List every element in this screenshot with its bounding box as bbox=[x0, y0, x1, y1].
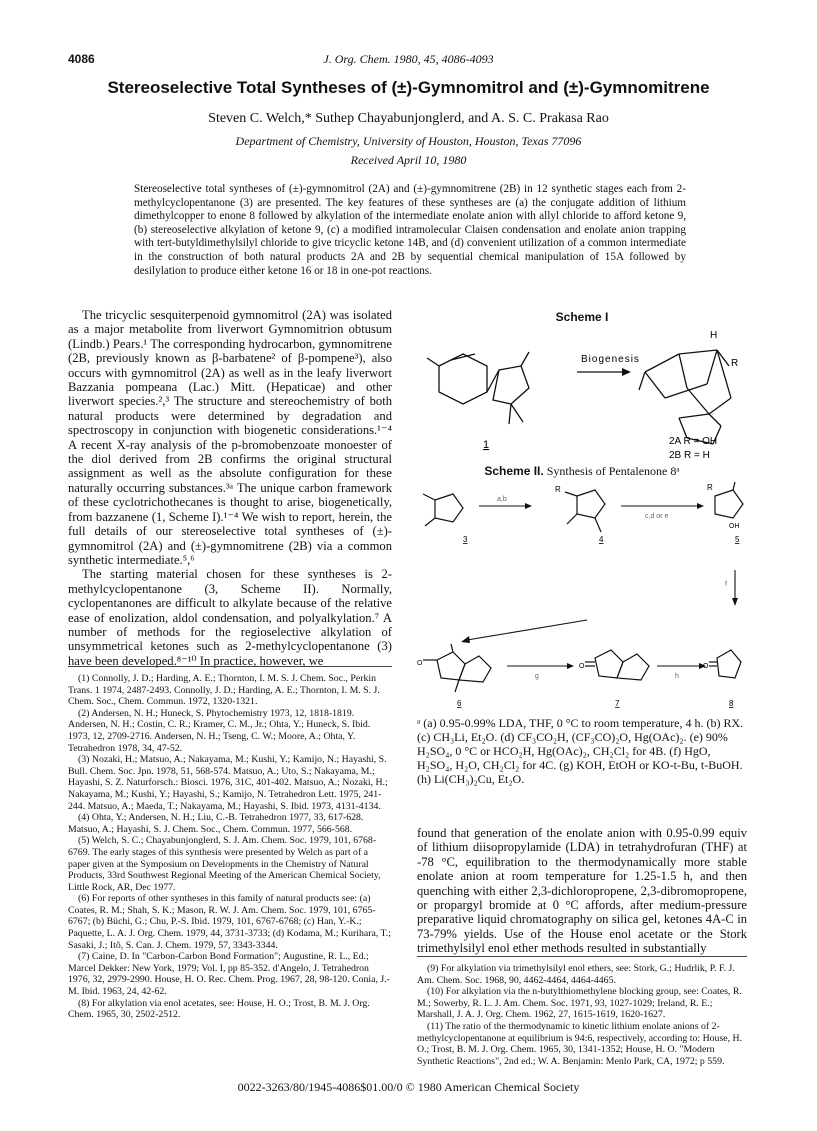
carbonyl-label: O bbox=[417, 660, 423, 667]
compound-7-structure bbox=[585, 650, 649, 680]
reaction-arrow bbox=[467, 620, 587, 640]
scheme-2-footnote: ᵃ (a) 0.95-0.99% LDA, THF, 0 °C to room temperature, 4 h. (b) RX. (c) CH₃Li, Et₂O. (d) CF₃CO₂H, (CF₃CO)₂O, Hg(OAc)₂. (e) 90% H₂SO₄, 0 °C or HCO₂H, Hg(OAc)₂, CH₂Cl₂ for 4B. (f) HgO, H₂SO₄, H₂O, CH₂Cl₂ for 4C. (g) KOH, EtOH or KO-t-Bu, t-BuOH. (h) Li(CH₃)₂Cu, Et₂O. bbox=[417, 716, 744, 786]
journal-reference: J. Org. Chem. 1980, 45, 4086-4093 bbox=[323, 52, 494, 66]
reagent-label: h bbox=[675, 673, 679, 680]
footnote: (1) Connolly, J. D.; Harding, A. E.; Thornton, I. M. S. J. Chem. Soc., Perkin Trans. 1 1974, 2487-2493. Connolly, J. D.; Harding, A. E.; Thornton, I. M. S. J. Chem. Soc., Chem. Commun. 1972, 1320-1321. bbox=[68, 673, 380, 708]
footnote: (11) The ratio of the thermodynamic to kinetic lithium enolate anions of 2-methylcyclopentanone at equilibrium is 94:6, respectively, according to: House, H. O.; Trost, B. M. J. Org. Chem. 1965, 30, 1341-1352; House, H. O. "Modern Synthetic Reactions", 2nd ed.; W. A. Benjamin: Menlo Park, CA, 1972; p 559. bbox=[417, 1020, 743, 1067]
body-paragraph: The starting material chosen for these syntheses is 2-methylcyclopentanone (3, Scheme II). Normally, cyclopentanones are difficult to alkylate because of the relative ease of enolization, aldol condensation, and polyalkylation.⁷ A number of methods for the regioselective alkylation of unsymmetrical ketones such as 2-methylcyclopentanone (3) have been developed.⁸⁻¹⁰ In practice, however, we bbox=[68, 567, 392, 668]
author-list: Steven C. Welch,* Suthep Chayabunjonglerd, and A. S. C. Prakasa Rao bbox=[208, 111, 609, 126]
footnote: (4) Ohta, Y.; Andersen, N. H.; Liu, C.-B. Tetrahedron 1977, 33, 617-628. Matsuo, A.; Hayashi, S. J. Chem. Soc., Chem. Commun. 1977, 566-568. bbox=[68, 812, 364, 835]
footnote: (6) For reports of other syntheses in this family of natural products see: (a) Coates, R. M.; Shah, S. K.; Mason, R. W. J. Am. Chem. Soc. 1979, 101, 6765-6767; (b) Büchi, G.; Chu, P.-S. Ibid. 1979, 101, 6767-6768; (c) Han, Y.-K.; Paquette, L. A. J. Org. Chem. 1979, 44, 3731-3733; (d) Kodama, M.; Kurihara, T.; Sasaki, J.; Itô, S. Can. J. Chem. 1979, 57, 3343-3344. bbox=[68, 893, 391, 951]
compound-label: 8 bbox=[729, 699, 734, 708]
compound-label: 5 bbox=[735, 535, 740, 544]
reagent-label: a,b bbox=[497, 496, 507, 503]
footnote: (9) For alkylation via trimethylsilyl enol ethers, see: Stork, G.; Hudrlik, P. F. J. Am. Chem. Soc. 1968, 90, 4462-4464, 4464-4465. bbox=[417, 963, 735, 986]
page-footer: 0022-3263/80/1945-4086$01.00/0 © 1980 American Chemical Society bbox=[237, 1080, 580, 1094]
affiliation: Department of Chemistry, University of Houston, Houston, Texas 77096 bbox=[235, 134, 582, 148]
body-right-column: found that generation of the enolate anion with 0.95-0.99 equiv of lithium diisopropylamide (LDA) in tetrahydrofuran (THF) at -78 °C, equilibration to the thermodynamically more stable enolate anion at room temperature for 1.25-1.5 h, and then quenching with either 2,3-dichloropropene, 2,3-dibromopropene, or propargyl bromide at 0 °C affords, after medium-pressure preparative liquid chromatography on silica gel, ketones 4A-C in 73-79% yields. Use of the House enol acetate or the Stork trimethylsilyl enol ether methods resulted in substantially bbox=[417, 826, 747, 956]
arrow-label: Biogenesis bbox=[581, 354, 640, 365]
compound-label: 2B R = H bbox=[669, 450, 710, 460]
scheme-1-title: Scheme I bbox=[555, 310, 609, 324]
bazzanene-structure bbox=[427, 352, 529, 424]
body-paragraph: The tricyclic sesquiterpenoid gymnomitrol (2A) was isolated as a major metabolite from liverwort Gymnomitrion obtusum (Lindb.) Pears.¹ The corresponding hydrocarbon, gymnomitrene (2B, previously known as β-barbatene² of β-pompene³), also occurs with gymnomitrol (2A) as well as in the leafy liverwort Bazzania pompeana (Lac.) Mitt. (Hepaticae) and other liverwort species.²,³ The structure and stereochemistry of both natural products were determined by degradation and spectroscopy in conjunction with biogenetic considerations.¹⁻⁴ A recent X-ray analysis of the p-bromobenzoate monoester of the diol derived from 2B confirms the original structural assignment as well as the absolute configuration for these naturally occurring substances.³ᵃ The unique carbon framework of these cyclotrichothecanes is thought to arise, biogenetically, from bazzanene (1, Scheme I).¹⁻⁴ We wish to report, herein, the full details of our stereoselective total syntheses of (±)-gymnomitrol (2A) and (±)-gymnomitrene (2B) via a common synthetic intermediate.⁵,⁶ bbox=[68, 308, 392, 567]
compound-4-structure bbox=[565, 490, 605, 532]
compound-label: 2A R = OH bbox=[669, 436, 718, 447]
hydroxyl-label: OH bbox=[729, 523, 740, 530]
reagent-label: c,d or e bbox=[645, 513, 669, 520]
footnote: (8) For alkylation via enol acetates, see: House, H. O.; Trost, B. M. J. Org. Chem. 1965, 30, 2502-2512. bbox=[68, 997, 370, 1021]
gymnomitrol-structure bbox=[639, 350, 731, 444]
compound-label: 4 bbox=[599, 535, 604, 544]
compound-label: 1 bbox=[483, 439, 490, 451]
atom-label-h: H bbox=[710, 330, 718, 341]
footnotes-right bbox=[417, 956, 747, 1067]
scheme-2-number: Scheme II. bbox=[484, 464, 544, 478]
footnotes-left bbox=[68, 666, 392, 1021]
footnote: (5) Welch, S. C.; Chayabunjonglerd, S. J. Am. Chem. Soc. 1979, 101, 6768-6769. The early stages of this synthesis were presented by Welch as part of a paper given at the Symposium on Developments in the Chemistry of Natural Products, 33rd Southwest Regional Meeting of the American Chemical Society, Little Rock, AR, Dec 1977. bbox=[68, 835, 381, 893]
running-header bbox=[68, 52, 749, 68]
compound-3-structure bbox=[423, 494, 463, 526]
footnote: (10) For alkylation via the n-butylthiomethylene blocking group, see: Coates, R. M.; Sowerby, R. L. J. Am. Chem. Soc. 1971, 93, 1027-1029; Ireland, R. E.; Marshall, J. A. J. Org. Chem. 1962, 27, 1615-1619, 1620-1627. bbox=[417, 986, 742, 1021]
footnote: (3) Nozaki, H.; Matsuo, A.; Nakayama, M.; Kushi, Y.; Kamijo, N.; Hayashi, S. Bull. Chem. Soc. Jpn. 1978, 51, 568-574. Matsuo, A.; Uto, S.; Nakayama, M.; Hayashi, S. Z. Naturforsch.: Biosci. 1976, 31C, 401-402. Matsuo, A.; Nozaki, H.; Nakayama, M.; Kushi, Y.; Hayashi, S.; Kamijo, N. Tetrahedron Lett. 1975, 241-244. Matsuo, A.; Maeda, T.; Nakayama, M.; Hayashi, S. Ibid. 1973, 4131-4134. bbox=[68, 754, 388, 812]
footnote: (2) Andersen, N. H.; Huneck, S. Phytochemistry 1973, 12, 1818-1819. Andersen, N. H.; Costin, C. R.; Kramer, C. M., Jr.; Ohta, Y.; Huneck, S. Ibid. 1973, 12, 2709-2716. Andersen, N. H.; Tseng, C. W.; Moore, A.; Ohta, Y. Tetrahedron 1978, 34, 47-52. bbox=[68, 707, 371, 754]
substituent-r: R bbox=[707, 483, 713, 492]
atom-label-r: R bbox=[731, 358, 739, 369]
scheme-2-caption: Synthesis of Pentalenone 8ᵃ bbox=[546, 464, 680, 478]
arrowhead-icon bbox=[461, 636, 470, 643]
arrowhead-icon bbox=[697, 503, 704, 509]
footnote: (7) Caine, D. In "Carbon-Carbon Bond Formation"; Augustine, R. L., Ed.; Marcel Dekker: New York, 1979; Vol. I, pp 85-352. d'Angelo, J. Tetrahedron 1976, 32, 2979-2990. House, H. O. Rec. Chem. Prog. 1967, 28, 98-120. Conia, J.-M. Ibid. 1963, 24, 42-62. bbox=[68, 951, 390, 998]
compound-label: 6 bbox=[457, 699, 462, 708]
arrowhead-icon bbox=[525, 503, 532, 509]
compound-5-structure bbox=[715, 482, 743, 518]
article-title: Stereoselective Total Syntheses of (±)-Gymnomitrol and (±)-Gymnomitrene bbox=[107, 78, 710, 97]
arrowhead-icon bbox=[567, 663, 574, 669]
body-left-column bbox=[68, 308, 392, 668]
compound-label: 3 bbox=[463, 535, 468, 544]
scheme-2-diagram bbox=[417, 480, 747, 712]
received-date: Received April 10, 1980 bbox=[350, 153, 467, 167]
scheme-2-title bbox=[417, 464, 747, 479]
compound-8-structure bbox=[709, 650, 741, 678]
scheme-1-diagram bbox=[417, 326, 747, 460]
carbonyl-label: O bbox=[703, 663, 709, 670]
abstract: Stereoselective total syntheses of (±)-gymnomitrol (2A) and (±)-gymnomitrene (2B) in 12 synthetic stages each from 2-methylcyclopentanone (3) are presented. The key features of these syntheses are (a) the conjugate addition of lithium dimethylcopper to enone 8 followed by alkylation of the intermediate enolate anion with allyl chloride to afford ketone 9, (b) stereoselective alkylation of ketone 9, (c) a modified intramolecular Claisen condensation and enolate anion trapping with tert-butyldimethylsilyl chloride to give tricyclic ketone 14B, and (d) convenient utilization of a common intermediate in the construction of both natural products 2A and 2B by sequential chemical manipulation of 15A followed by desilylation to produce either ketone 16 or 18 in one-pot reactions. bbox=[134, 183, 686, 277]
reagent-label: f bbox=[725, 581, 727, 588]
arrowhead-icon bbox=[732, 598, 738, 606]
carbonyl-label: O bbox=[579, 663, 585, 670]
page-number: 4086 bbox=[68, 52, 95, 66]
compound-label: 7 bbox=[615, 699, 620, 708]
arrowhead-icon bbox=[622, 368, 631, 376]
reagent-label: g bbox=[535, 673, 539, 680]
substituent-r: R bbox=[555, 485, 561, 494]
compound-6-structure bbox=[423, 644, 491, 692]
